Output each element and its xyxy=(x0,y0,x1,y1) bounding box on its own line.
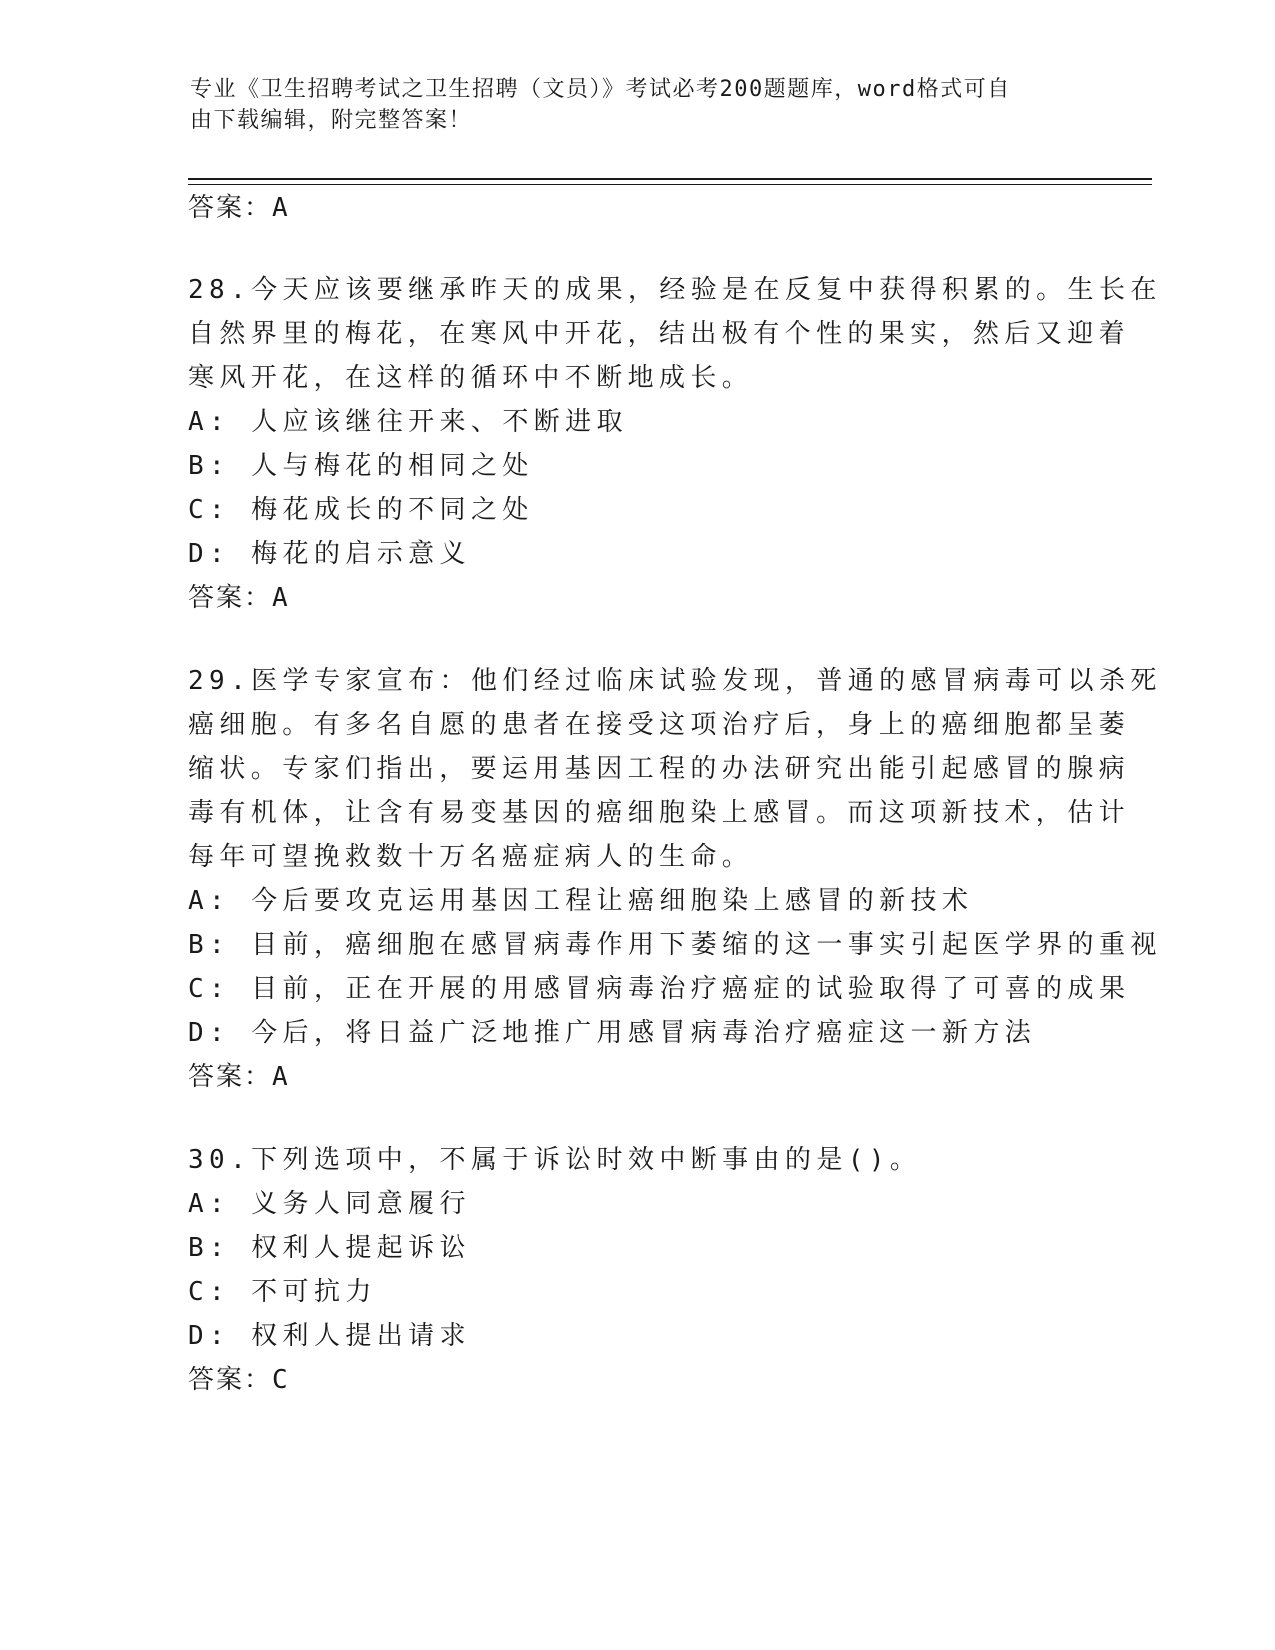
answer-line: 答案：A xyxy=(188,193,290,223)
option-c: C: 不可抗力 xyxy=(188,1277,377,1307)
question-stem-line: 30.下列选项中，不属于诉讼时效中断事由的是()。 xyxy=(188,1145,922,1175)
option-c: C: 梅花成长的不同之处 xyxy=(188,495,534,525)
option-c: C: 目前，正在开展的用感冒病毒治疗癌症的试验取得了可喜的成果 xyxy=(188,974,1131,1004)
page-header xyxy=(190,74,1080,136)
option-a: A: 人应该继往开来、不断进取 xyxy=(188,407,628,437)
option-b: B: 目前，癌细胞在感冒病毒作用下萎缩的这一事实引起医学界的重视 xyxy=(188,930,1162,960)
option-a: A: 义务人同意履行 xyxy=(188,1189,471,1219)
option-b: B: 权利人提起诉讼 xyxy=(188,1233,471,1263)
question-stem-line: 28.今天应该要继承昨天的成果，经验是在反复中获得积累的。生长在 xyxy=(188,275,1162,305)
option-b: B: 人与梅花的相同之处 xyxy=(188,451,534,481)
option-d: D: 权利人提出请求 xyxy=(188,1321,471,1351)
question-stem-line: 自然界里的梅花，在寒风中开花，结出极有个性的果实，然后又迎着 xyxy=(188,319,1131,349)
question-stem-line: 癌细胞。有多名自愿的患者在接受这项治疗后，身上的癌细胞都呈萎 xyxy=(188,710,1131,740)
option-d: D: 梅花的启示意义 xyxy=(188,539,471,569)
header-rule xyxy=(188,178,1152,180)
question-stem-line: 毒有机体，让含有易变基因的癌细胞染上感冒。而这项新技术，估计 xyxy=(188,798,1131,828)
question-stem-line: 缩状。专家们指出，要运用基因工程的办法研究出能引起感冒的腺病 xyxy=(188,754,1131,784)
answer-line: 答案：A xyxy=(188,1062,290,1092)
answer-line: 答案：C xyxy=(188,1365,290,1395)
answer-line: 答案：A xyxy=(188,583,290,613)
header-rule xyxy=(188,184,1152,185)
option-a: A: 今后要攻克运用基因工程让癌细胞染上感冒的新技术 xyxy=(188,886,974,916)
header-line: 专业《卫生招聘考试之卫生招聘（文员）》考试必考200题题库，word格式可自 xyxy=(190,77,1011,102)
question-stem-line: 每年可望挽救数十万名癌症病人的生命。 xyxy=(188,842,754,872)
header-line: 由下载编辑，附完整答案！ xyxy=(190,108,473,133)
question-stem-line: 寒风开花，在这样的循环中不断地成长。 xyxy=(188,363,754,393)
option-d: D: 今后，将日益广泛地推广用感冒病毒治疗癌症这一新方法 xyxy=(188,1018,1037,1048)
question-stem-line: 29.医学专家宣布：他们经过临床试验发现，普通的感冒病毒可以杀死 xyxy=(188,666,1162,696)
